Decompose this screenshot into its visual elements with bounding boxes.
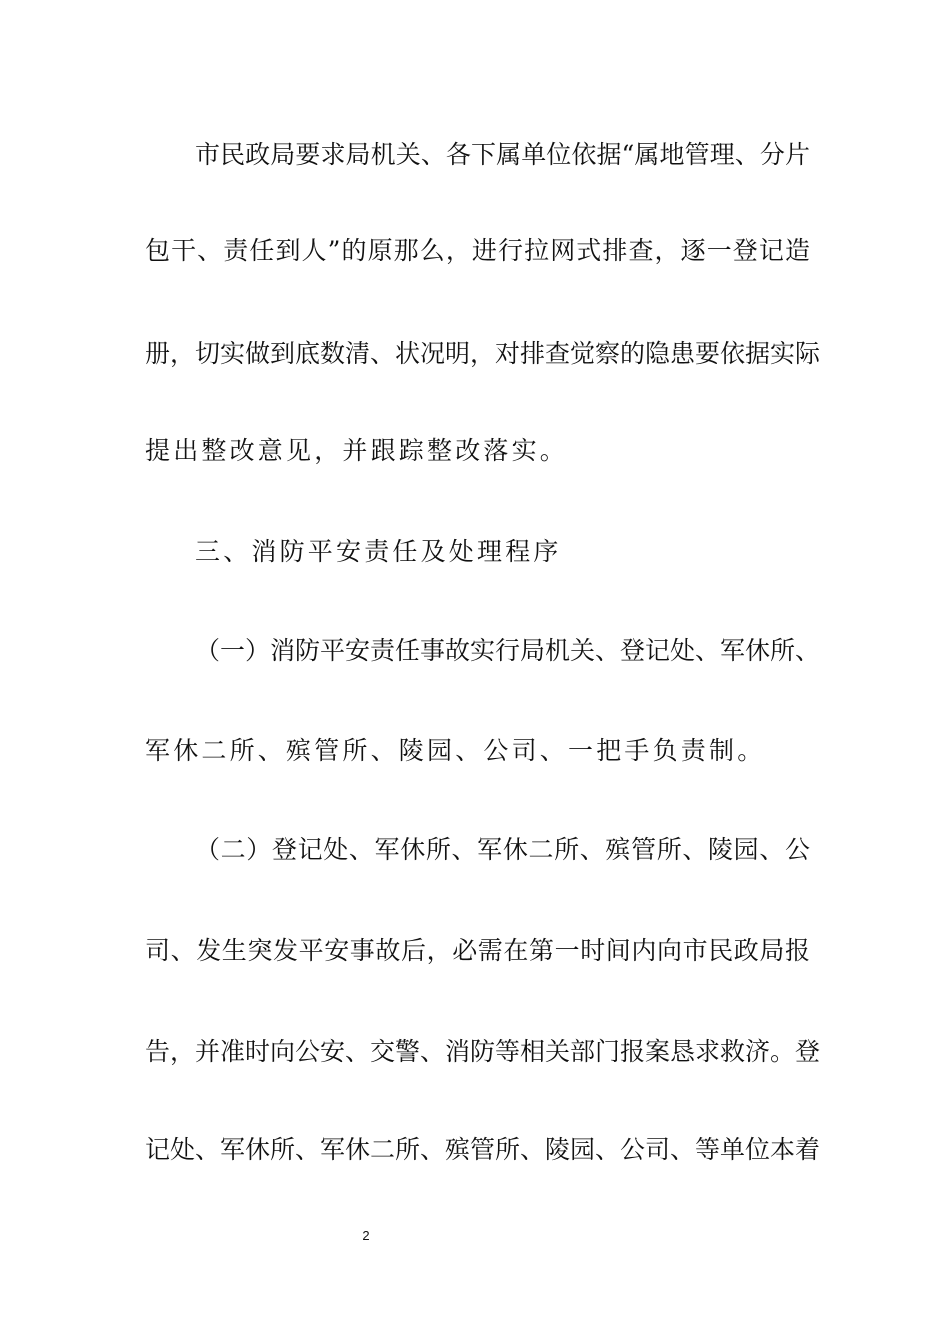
paragraph-line: 市民政局要求局机关、各下属单位依据“属地管理、分片 [195,140,810,169]
paragraph-line: （二）登记处、军休所、军休二所、殡管所、陵园、公 [195,835,810,864]
paragraph-line: 司、发生突发平安事故后，必需在第一时间内向市民政局报 [145,936,810,965]
paragraph-line: 包干、责任到人”的原那么，进行拉网式排查，逐一登记造 [145,236,810,265]
page-number: 2 [362,1228,370,1243]
paragraph-line: 册，切实做到底数清、状况明，对排查觉察的隐患要依据实际 [145,339,821,368]
paragraph-line: 记处、军休所、军休二所、殡管所、陵园、公司、等单位本着 [145,1135,821,1164]
paragraph-line: 提出整改意见，并跟踪整改落实。 [145,436,569,465]
paragraph-line: （一）消防平安责任事故实行局机关、登记处、军休所、 [195,636,821,665]
paragraph-line: 告，并准时向公安、交警、消防等相关部门报案恳求救济。登 [145,1037,821,1066]
paragraph-line: 军休二所、殡管所、陵园、公司、一把手负责制。 [145,736,766,765]
section-heading: 三、消防平安责任及处理程序 [195,537,562,566]
